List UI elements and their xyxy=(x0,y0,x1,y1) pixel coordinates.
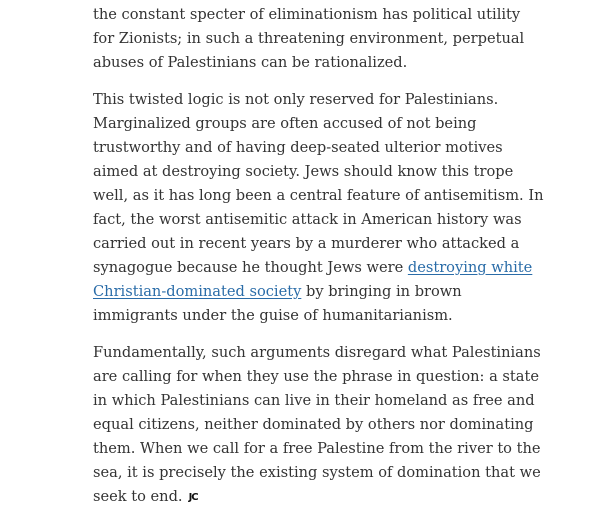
paragraph-1-text: the constant specter of eliminationism has political utility for Zionists; in such a threatening environment, perpetual abuses of Palestinians can be rationalized. xyxy=(93,6,525,71)
paragraph-2-text-before-link: This twisted logic is not only reserved for Palestinians. Marginalized groups are often accused of not being trustworthy and of having deep-seated ulterior motives aimed at destroying society. Jews should know this trope well, as it has long been a central feature of antisemitism. In fact, the worst antisemitic attack in American history was carried out in recent years by a murderer who attacked a synagogue because he thought Jews were xyxy=(93,91,544,276)
paragraph-2-text-after-link: by bringing in brown immigrants under the guise of humanitarianism. xyxy=(93,283,462,324)
article-paragraph-2 xyxy=(93,88,545,328)
paragraph-3-text: Fundamentally, such arguments disregard what Palestinians are calling for when they use the phrase in question: a state in which Palestinians can live in their homeland as free and equal citizens, neither dominated by others nor dominating them. When we call for a free Palestine from the river to the sea, it is precisely the existing system of domination that we seek to end. xyxy=(93,344,541,505)
article-paragraph-1 xyxy=(93,3,545,75)
article-paragraph-3 xyxy=(93,341,545,510)
article-body xyxy=(93,3,545,523)
destroying-white-christian-society-link[interactable]: destroying white Christian-dominated society xyxy=(93,259,533,300)
article-end-mark-icon: JC xyxy=(188,492,198,503)
page-scrollbar[interactable] xyxy=(596,0,600,521)
